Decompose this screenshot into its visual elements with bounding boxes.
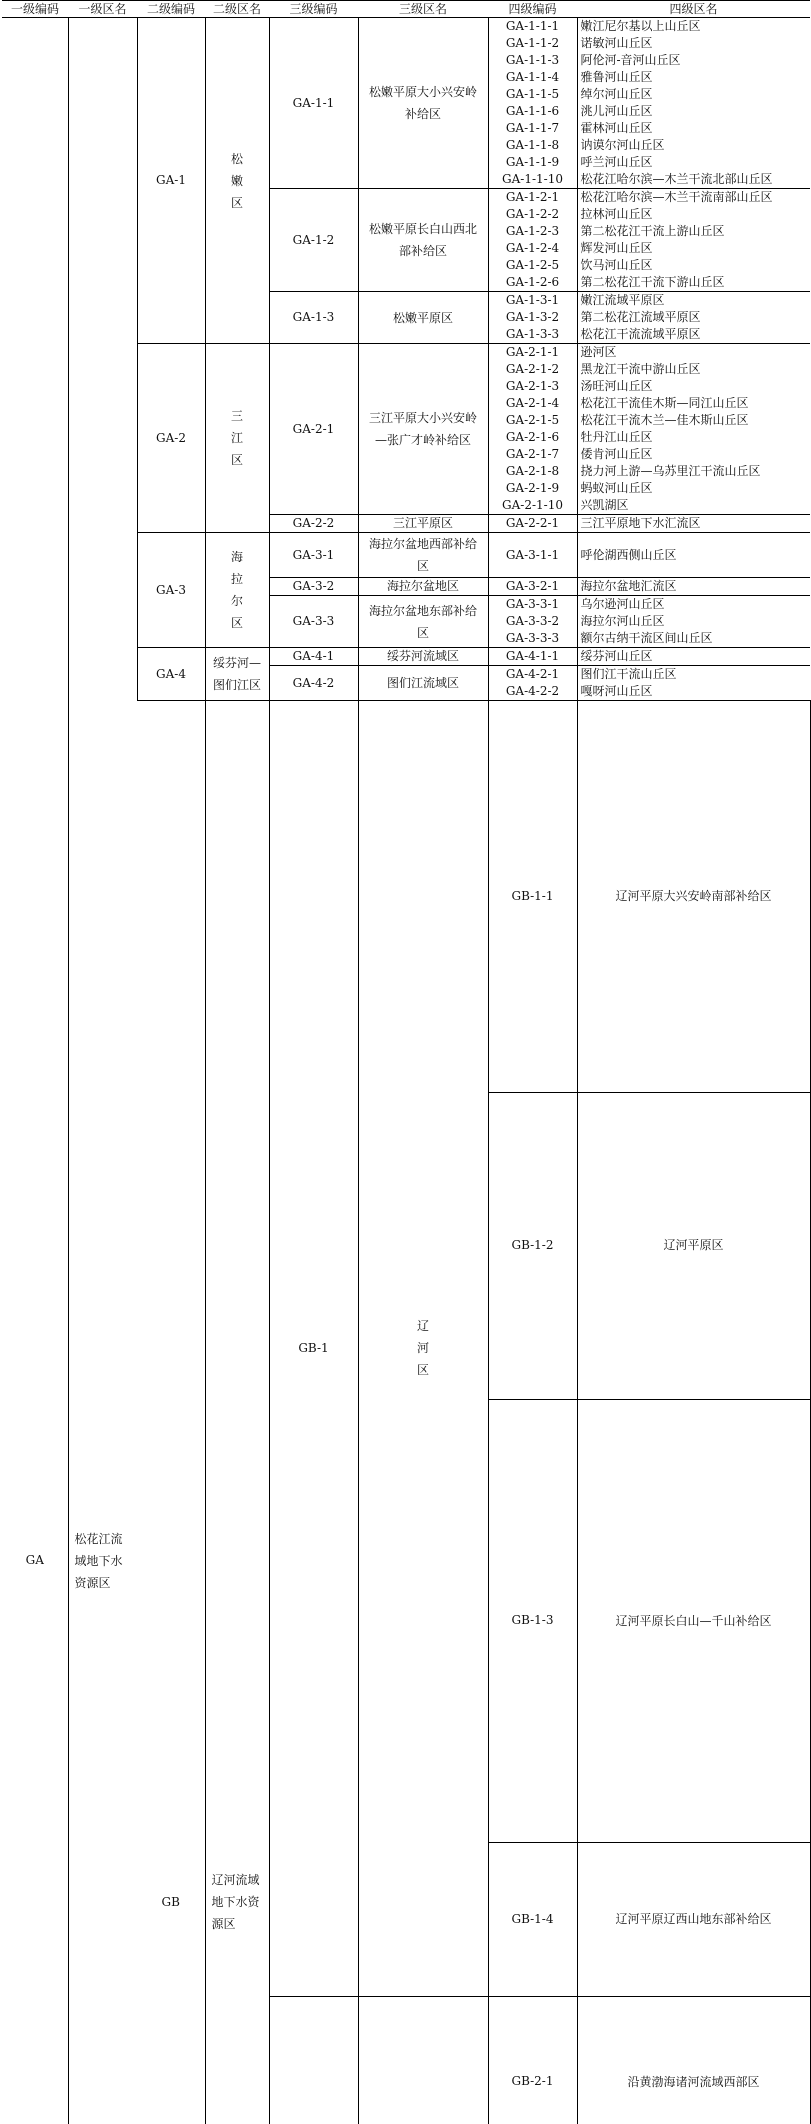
level2-name: 松 嫩 区 xyxy=(205,18,269,344)
level3-code: GB-1-2 xyxy=(488,1092,577,1399)
level3-code: GA-4-1 xyxy=(269,648,358,666)
level3-code: GA-3-2 xyxy=(269,578,358,596)
level4-codes: GA-4-1-1 xyxy=(488,648,577,666)
level4-codes: GA-3-2-1 xyxy=(488,578,577,596)
level4-codes: GA-3-1-1 xyxy=(488,533,577,578)
level3-name: 三江平原大小兴安岭—张广才岭补给区 xyxy=(358,344,488,515)
level4-names: 逊河区 黑龙江干流中游山丘区 汤旺河山丘区 松花江干流佳木斯—同江山丘区 松花江干流木兰—佳木斯山丘区 牡丹江山丘区 倭肯河山丘区 挠力河上游—乌苏里江干流山丘区 蚂蚁河山丘区 兴凯湖区 xyxy=(577,344,810,515)
level2-code xyxy=(269,1996,358,2124)
level3-code: GB-1-3 xyxy=(488,1399,577,1842)
col-header: 二级编码 xyxy=(137,1,205,18)
level3-name: 沿黄渤海诸河流域西部区 xyxy=(577,1996,810,2124)
level3-name: 海拉尔盆地西部补给区 xyxy=(358,533,488,578)
col-header: 一级编码 xyxy=(2,1,68,18)
level3-code: GA-2-2 xyxy=(269,515,358,533)
level4-codes: GA-1-2-1 GA-1-2-2 GA-1-2-3 GA-1-2-4 GA-1-2-5 GA-1-2-6 xyxy=(488,189,577,292)
level1-name: 辽河流域地下水资源区 xyxy=(205,701,269,2124)
level3-code: GB-1-4 xyxy=(488,1842,577,1996)
table-header-row xyxy=(2,1,810,18)
level2-name: 海 拉 尔 区 xyxy=(205,533,269,648)
level4-codes: GA-3-3-1 GA-3-3-2 GA-3-3-3 xyxy=(488,596,577,648)
level3-name: 绥芬河流域区 xyxy=(358,648,488,666)
level2-name: 辽 河 区 xyxy=(358,701,488,1997)
level4-names: 嫩江尼尔基以上山丘区 诺敏河山丘区 阿伦河-音河山丘区 雅鲁河山丘区 绰尔河山丘区 洮儿河山丘区 霍林河山丘区 讷谟尔河山丘区 呼兰河山丘区 松花江哈尔滨—木兰干流北部山丘区 xyxy=(577,18,810,189)
level3-name: 辽河平原区 xyxy=(577,1092,810,1399)
level4-names: 海拉尔盆地汇流区 xyxy=(577,578,810,596)
level1-name: 松花江流域地下水资源区 xyxy=(68,18,137,2124)
level3-code: GA-1-1 xyxy=(269,18,358,189)
level4-codes: GA-2-1-1 GA-2-1-2 GA-2-1-3 GA-2-1-4 GA-2-1-5 GA-2-1-6 GA-2-1-7 GA-2-1-8 GA-2-1-9 GA-2-1-10 xyxy=(488,344,577,515)
col-header: 二级区名 xyxy=(205,1,269,18)
level2-name: 三 江 区 xyxy=(205,344,269,533)
level3-code: GA-3-1 xyxy=(269,533,358,578)
level3-name: 海拉尔盆地东部补给区 xyxy=(358,596,488,648)
level4-names: 松花江哈尔滨—木兰干流南部山丘区 拉林河山丘区 第二松花江干流上游山丘区 辉发河山丘区 饮马河山丘区 第二松花江干流下游山丘区 xyxy=(577,189,810,292)
level3-name: 辽河平原大兴安岭南部补给区 xyxy=(577,701,810,1093)
level2-code: GA-1 xyxy=(137,18,205,344)
level2-code: GB-1 xyxy=(269,701,358,1997)
level3-name: 松嫩平原长白山西北部补给区 xyxy=(358,189,488,292)
level3-code: GA-4-2 xyxy=(269,666,358,701)
level4-codes: GA-4-2-1 GA-4-2-2 xyxy=(488,666,577,701)
level4-names: 三江平原地下水汇流区 xyxy=(577,515,810,533)
level3-name: 图们江流域区 xyxy=(358,666,488,701)
level4-codes: GA-2-2-1 xyxy=(488,515,577,533)
level3-name: 松嫩平原大小兴安岭补给区 xyxy=(358,18,488,189)
level2-name xyxy=(358,1996,488,2124)
level3-name: 辽河平原辽西山地东部补给区 xyxy=(577,1842,810,1996)
level4-codes: GA-1-3-1 GA-1-3-2 GA-1-3-3 xyxy=(488,292,577,344)
level3-name: 海拉尔盆地区 xyxy=(358,578,488,596)
level3-code: GA-1-2 xyxy=(269,189,358,292)
level4-names: 乌尔逊河山丘区 海拉尔河山丘区 额尔古纳干流区间山丘区 xyxy=(577,596,810,648)
col-header: 四级区名 xyxy=(577,1,810,18)
level2-code: GA-4 xyxy=(137,648,205,701)
level2-name: 绥芬河—图们江区 xyxy=(205,648,269,701)
level3-name: 三江平原区 xyxy=(358,515,488,533)
level4-codes: GA-1-1-1 GA-1-1-2 GA-1-1-3 GA-1-1-4 GA-1-1-5 GA-1-1-6 GA-1-1-7 GA-1-1-8 GA-1-1-9 GA-1-1-10 xyxy=(488,18,577,189)
col-header: 四级编码 xyxy=(488,1,577,18)
level1-code: GA xyxy=(2,18,68,2124)
level4-names: 绥芬河山丘区 xyxy=(577,648,810,666)
level3-code: GB-2-1 xyxy=(488,1996,577,2124)
col-header: 三级区名 xyxy=(358,1,488,18)
col-header: 三级编码 xyxy=(269,1,358,18)
level3-code: GA-3-3 xyxy=(269,596,358,648)
level3-code: GB-1-1 xyxy=(488,701,577,1093)
level3-code: GA-2-1 xyxy=(269,344,358,515)
level4-names: 呼伦湖西侧山丘区 xyxy=(577,533,810,578)
level4-names: 图们江干流山丘区 嘎呀河山丘区 xyxy=(577,666,810,701)
col-header: 一级区名 xyxy=(68,1,137,18)
level3-name: 辽河平原长白山—千山补给区 xyxy=(577,1399,810,1842)
level3-name: 松嫩平原区 xyxy=(358,292,488,344)
table-row xyxy=(2,18,810,189)
level4-names: 嫩江流域平原区 第二松花江流域平原区 松花江干流流域平原区 xyxy=(577,292,810,344)
level3-code: GA-1-3 xyxy=(269,292,358,344)
groundwater-region-table xyxy=(2,0,810,2124)
level2-code: GA-3 xyxy=(137,533,205,648)
level2-code: GA-2 xyxy=(137,344,205,533)
level1-code: GB xyxy=(137,701,205,2124)
